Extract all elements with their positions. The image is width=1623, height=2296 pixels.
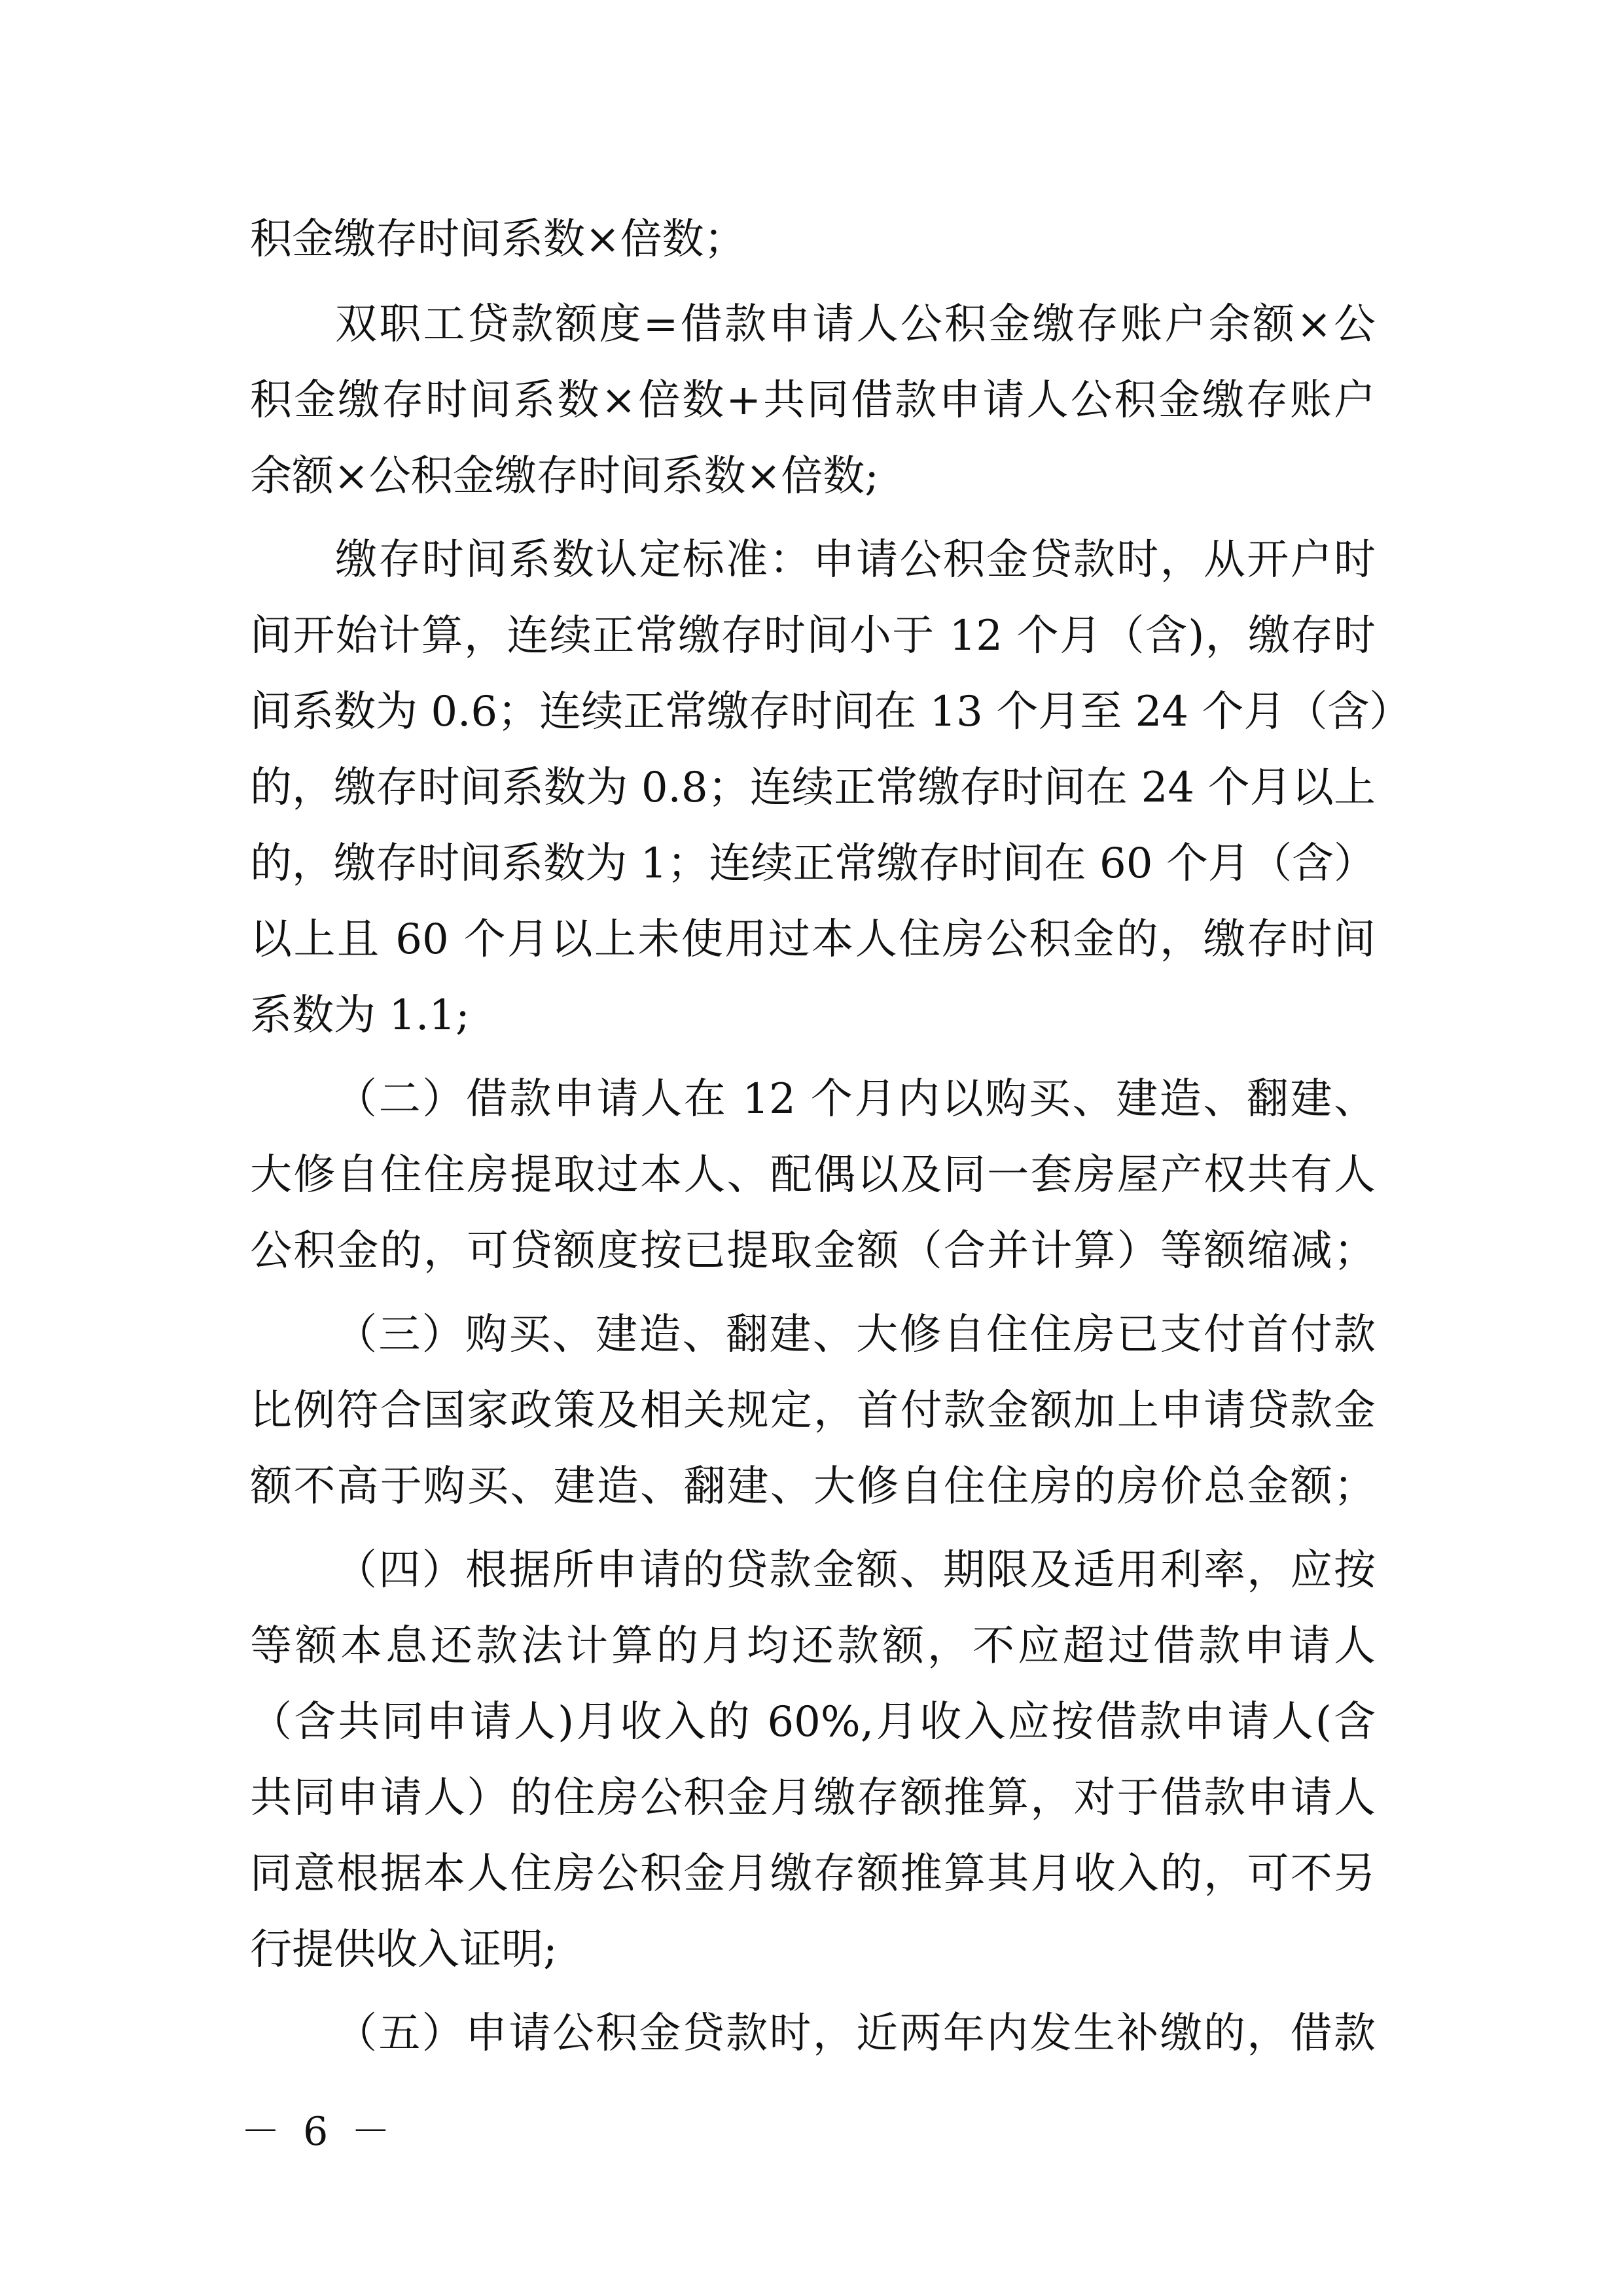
text-line: 积金缴存时间系数×倍数； [250, 215, 746, 264]
text-line: 行提供收入证明; [250, 1926, 558, 1974]
text-line: 的，缴存时间系数为 0.8；连续正常缴存时间在 24 个月以上 [250, 764, 1376, 812]
page-number: － 6 － [241, 2109, 396, 2155]
text-line: 同意根据本人住房公积金月缴存额推算其月收入的，可不另 [250, 1850, 1376, 1898]
text-line: 缴存时间系数认定标准：申请公积金贷款时，从开户时 [335, 536, 1376, 584]
text-line: （二）借款申请人在 12 个月内以购买、建造、翻建、 [335, 1075, 1376, 1123]
text-line: 大修自住住房提取过本人、配偶以及同一套房屋产权共有人 [250, 1151, 1376, 1199]
text-line: 积金缴存时间系数×倍数+共同借款申请人公积金缴存账户 [250, 376, 1376, 425]
text-line: （四）根据所申请的贷款金额、期限及适用利率，应按 [335, 1546, 1376, 1595]
text-line: 的，缴存时间系数为 1；连续正常缴存时间在 60 个月（含） [250, 839, 1376, 888]
text-line: 比例符合国家政策及相关规定，首付款金额加上申请贷款金 [250, 1386, 1376, 1435]
text-line: 余额×公积金缴存时间系数×倍数; [250, 452, 879, 501]
text-line: 额不高于购买、建造、翻建、大修自住住房的房价总金额； [250, 1462, 1376, 1511]
text-line: （含共同申请人)月收入的 60%,月收入应按借款申请人(含 [250, 1698, 1376, 1746]
text-line: 系数为 1.1; [250, 991, 470, 1040]
text-line: 双职工贷款额度=借款申请人公积金缴存账户余额×公 [335, 300, 1376, 349]
text-line: 间系数为 0.6；连续正常缴存时间在 13 个月至 24 个月（含） [250, 688, 1412, 736]
text-line: （三）购买、建造、翻建、大修自住住房已支付首付款 [335, 1311, 1376, 1359]
text-line: 公积金的，可贷额度按已提取金额（合并计算）等额缩减； [250, 1227, 1376, 1275]
text-line: 等额本息还款法计算的月均还款额，不应超过借款申请人 [250, 1622, 1376, 1670]
text-line: 以上且 60 个月以上未使用过本人住房公积金的，缴存时间 [250, 915, 1376, 964]
text-line: 共同申请人）的住房公积金月缴存额推算，对于借款申请人 [250, 1774, 1376, 1822]
text-line: 间开始计算，连续正常缴存时间小于 12 个月（含)，缴存时 [250, 612, 1376, 660]
text-line: （五）申请公积金贷款时，近两年内发生补缴的，借款 [335, 2009, 1376, 2058]
